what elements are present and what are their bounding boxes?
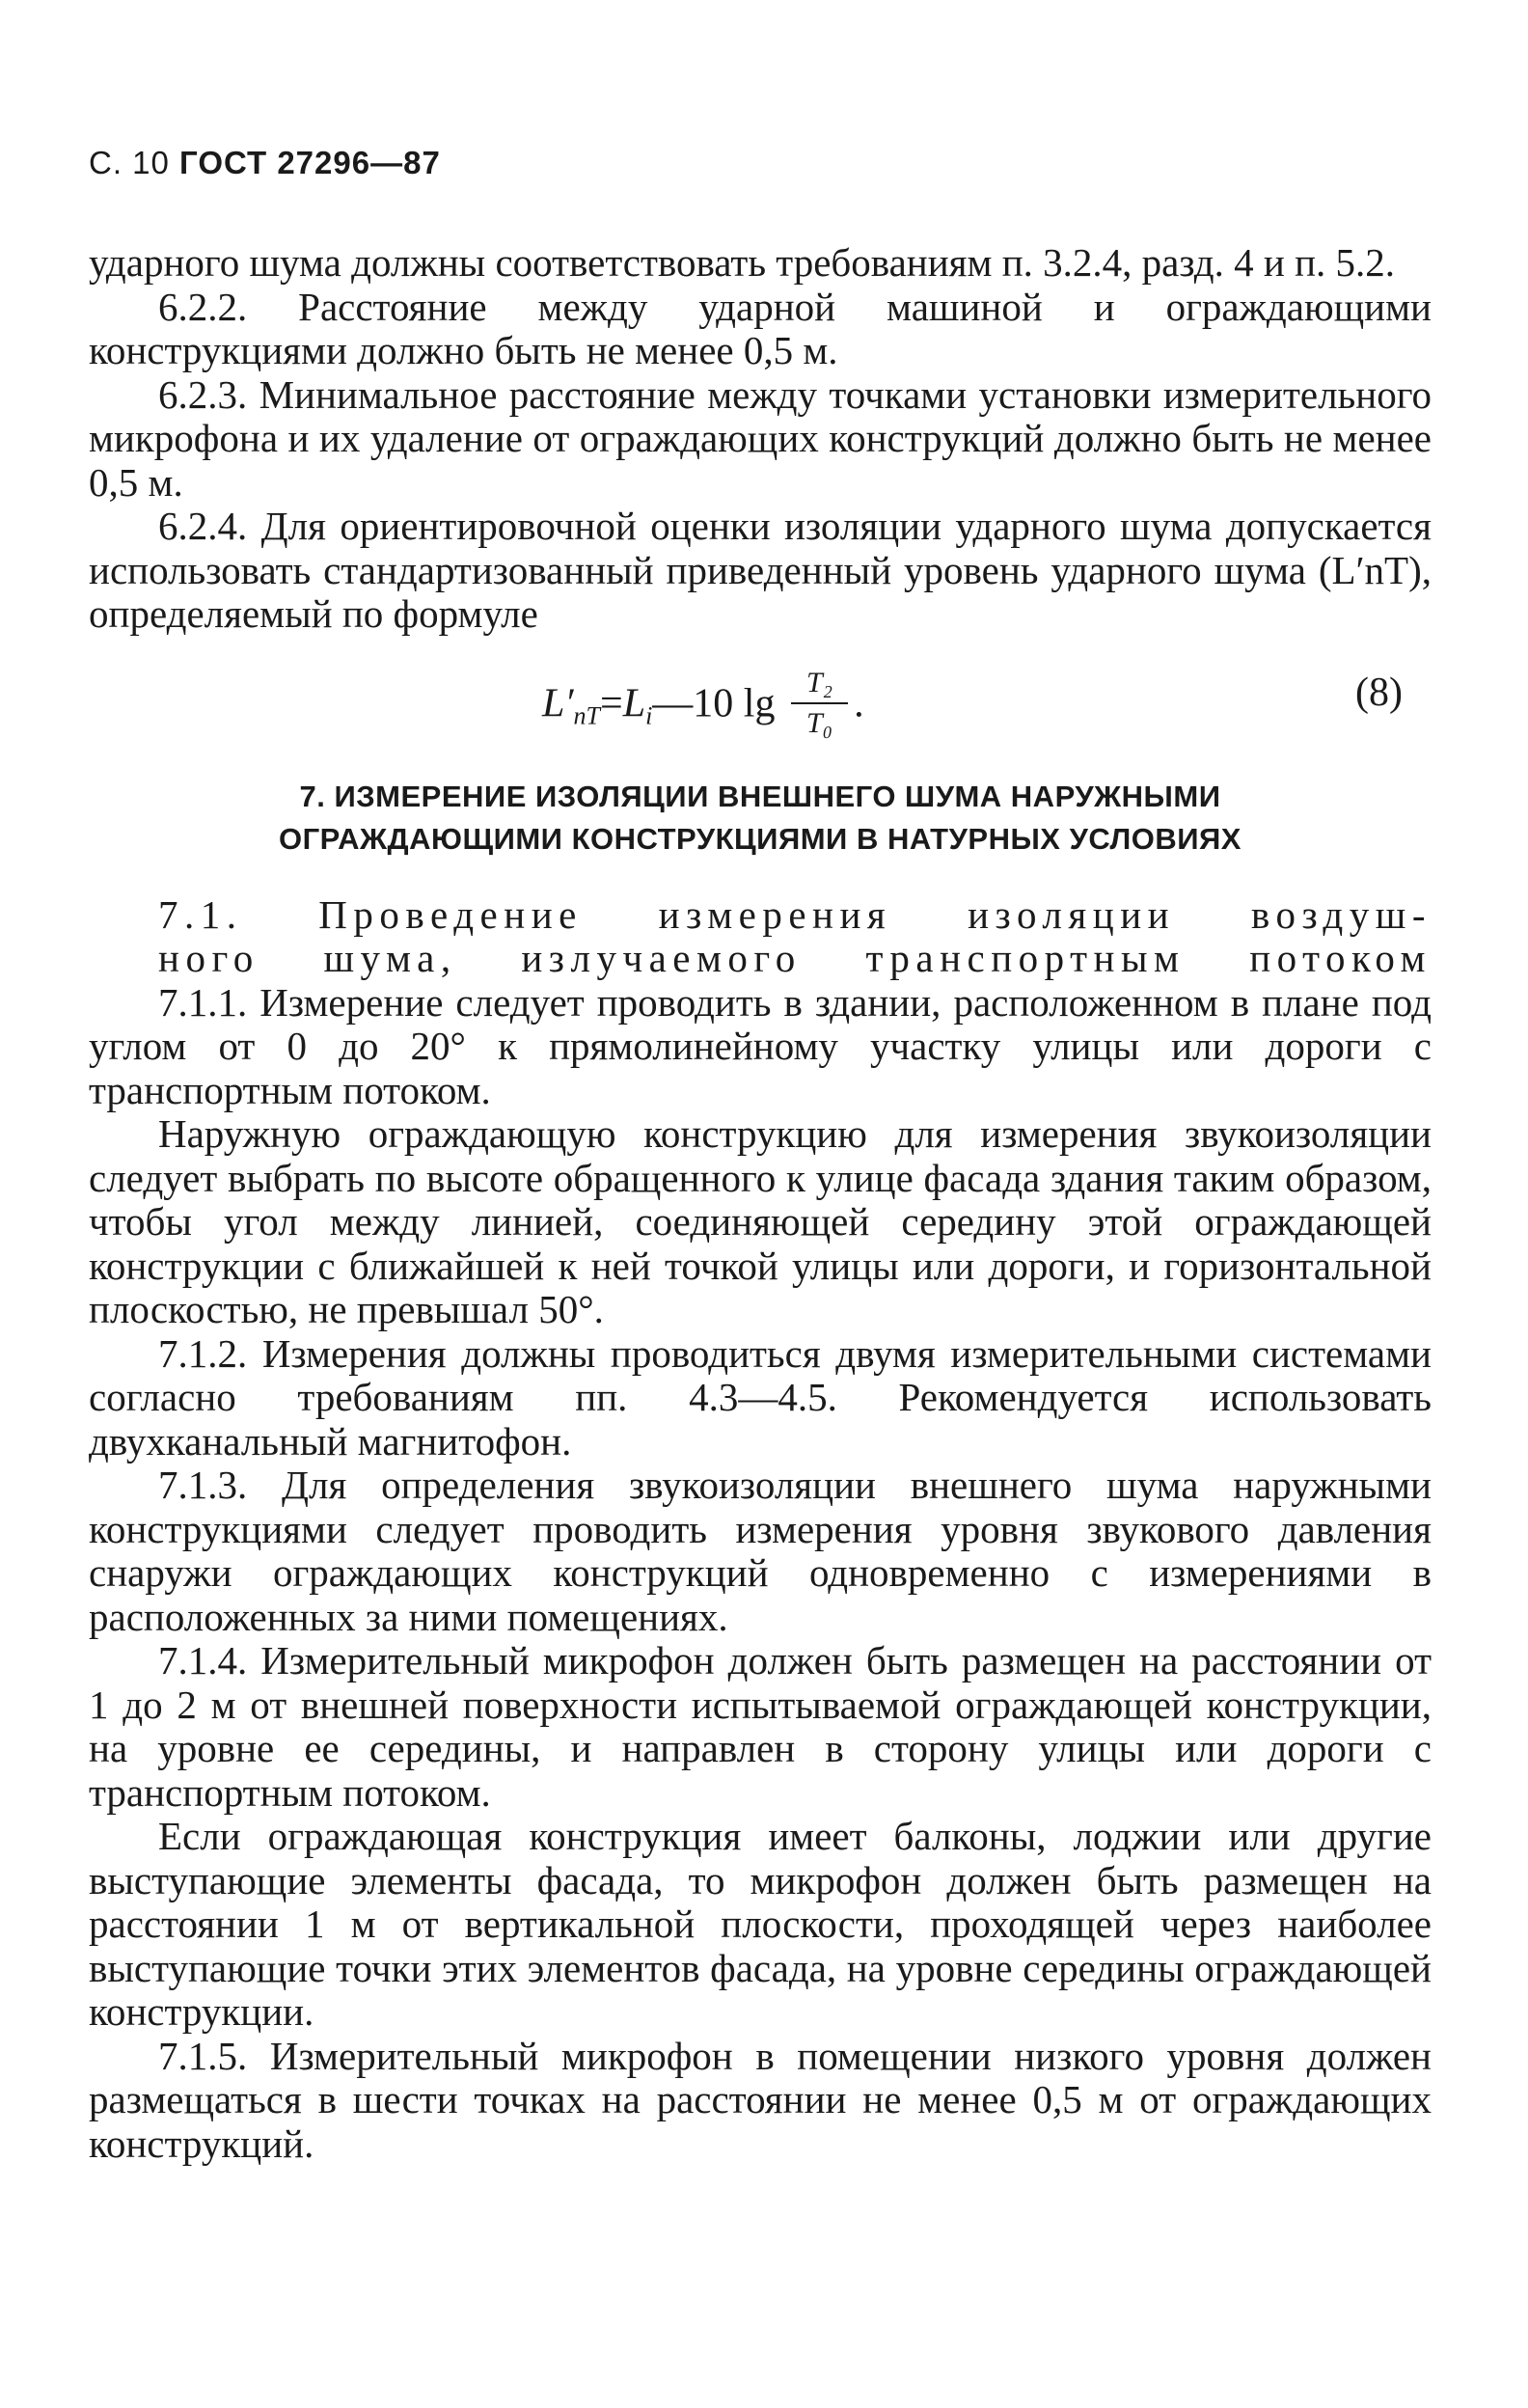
equation-number: (8): [1355, 670, 1403, 715]
body-text: [89, 241, 1432, 2166]
running-header: [89, 145, 441, 181]
paragraph-6-2-4: 6.2.4. Для ориентировочной оценки изоляции ударного шума допускается использовать стандартизованный приведенный уровень ударного шума (L′nT), определяемый по формуле: [89, 504, 1432, 636]
formula-lhs: L′: [542, 681, 574, 726]
formula-period: .: [854, 681, 864, 726]
formula-minus-log: —10 lg: [652, 681, 776, 726]
subsection-7-1-title-line-1: 7.1. Проведение измерения изоляции воздуш-: [158, 891, 1432, 937]
formula-row: [89, 646, 1432, 752]
section-7-heading: [89, 776, 1432, 861]
formula-fraction: [791, 664, 848, 743]
paragraph-balconies: Если ограждающая конструкция имеет балконы, лоджии или другие выступающие элементы фасада, то микрофон должен быть размещен на расстоянии 1 м от вертикальной плоскости, проходящей через наиболее выступающие точки этих элементов фасада, на уровне середины ограждающей конструкции.: [89, 1814, 1432, 2034]
paragraph-6-2-3: 6.2.3. Минимальное расстояние между точками установки измерительного микрофона и их удаление от ограждающих конструкций должно быть не менее 0,5 м.: [89, 371, 1432, 505]
subsection-7-1-title-line-2: ного шума, излучаемого транспортным потоком: [158, 936, 1432, 980]
formula-denominator: T₀: [805, 706, 833, 739]
document-page: [89, 0, 1432, 2408]
formula-term-li: L: [622, 681, 646, 726]
paragraph-7-1-1: 7.1.1. Измерение следует проводить в здании, расположенном в плане под углом от 0 до 20° к прямолинейному участку улицы или дороги с транспортным потоком.: [89, 979, 1432, 1112]
formula-equals: =: [600, 681, 623, 726]
section-7-heading-line-1: 7. ИЗМЕРЕНИЕ ИЗОЛЯЦИИ ВНЕШНЕГО ШУМА НАРУЖНЫМИ: [299, 779, 1221, 813]
formula-numerator: T₂: [791, 664, 848, 704]
paragraph-7-1-3: 7.1.3. Для определения звукоизоляции внешнего шума наружными конструкциями следует проводить измерения уровня звукового давления снаружи ограждающих конструкций одновременно с измерениями в расположенных за ними помещениях.: [89, 1463, 1432, 1639]
standard-designation: ГОСТ 27296—87: [179, 145, 441, 180]
formula-term-subscript: i: [645, 701, 653, 730]
paragraph-continuation: ударного шума должны соответствовать требованиям п. 3.2.4, разд. 4 и п. 5.2.: [89, 240, 1396, 285]
paragraph-6-2-2: 6.2.2. Расстояние между ударной машиной и ограждающими конструкциями должно быть не менее 0,5 м.: [89, 284, 1432, 372]
paragraph-7-1-4: 7.1.4. Измерительный микрофон должен быть размещен на расстоянии от 1 до 2 м от внешней поверхности испытываемой ограждающей конструкции, на уровне ее середины, и направлен в сторону улицы или дороги с транспортным потоком.: [89, 1638, 1432, 1815]
formula-lhs-subscript: nT: [573, 701, 601, 730]
paragraph-facade-selection: Наружную ограждающую конструкцию для измерения звукоизоляции следует выбрать по высоте обращенного к улице фасада здания таким образом, чтобы угол между линией, соединяющей середину этой ограждающей конструкции с ближайшей к ней точкой улицы или дороги, и горизонтальной плоскостью, не превышал 50°.: [89, 1111, 1432, 1331]
paragraph-7-1-2: 7.1.2. Измерения должны проводиться двумя измерительными системами согласно требованиям пп. 4.3—4.5. Рекомендуется использовать двухканальный магнитофон.: [89, 1330, 1432, 1464]
section-7-heading-line-2: ОГРАЖДАЮЩИМИ КОНСТРУКЦИЯМИ В НАТУРНЫХ УСЛОВИЯХ: [279, 821, 1242, 856]
page-number: С. 10: [89, 145, 170, 180]
paragraph-7-1-5: 7.1.5. Измерительный микрофон в помещении низкого уровня должен размещаться в шести точках на расстоянии не менее 0,5 м от ограждающих конструкций.: [89, 2033, 1432, 2166]
formula-8: [542, 668, 864, 747]
